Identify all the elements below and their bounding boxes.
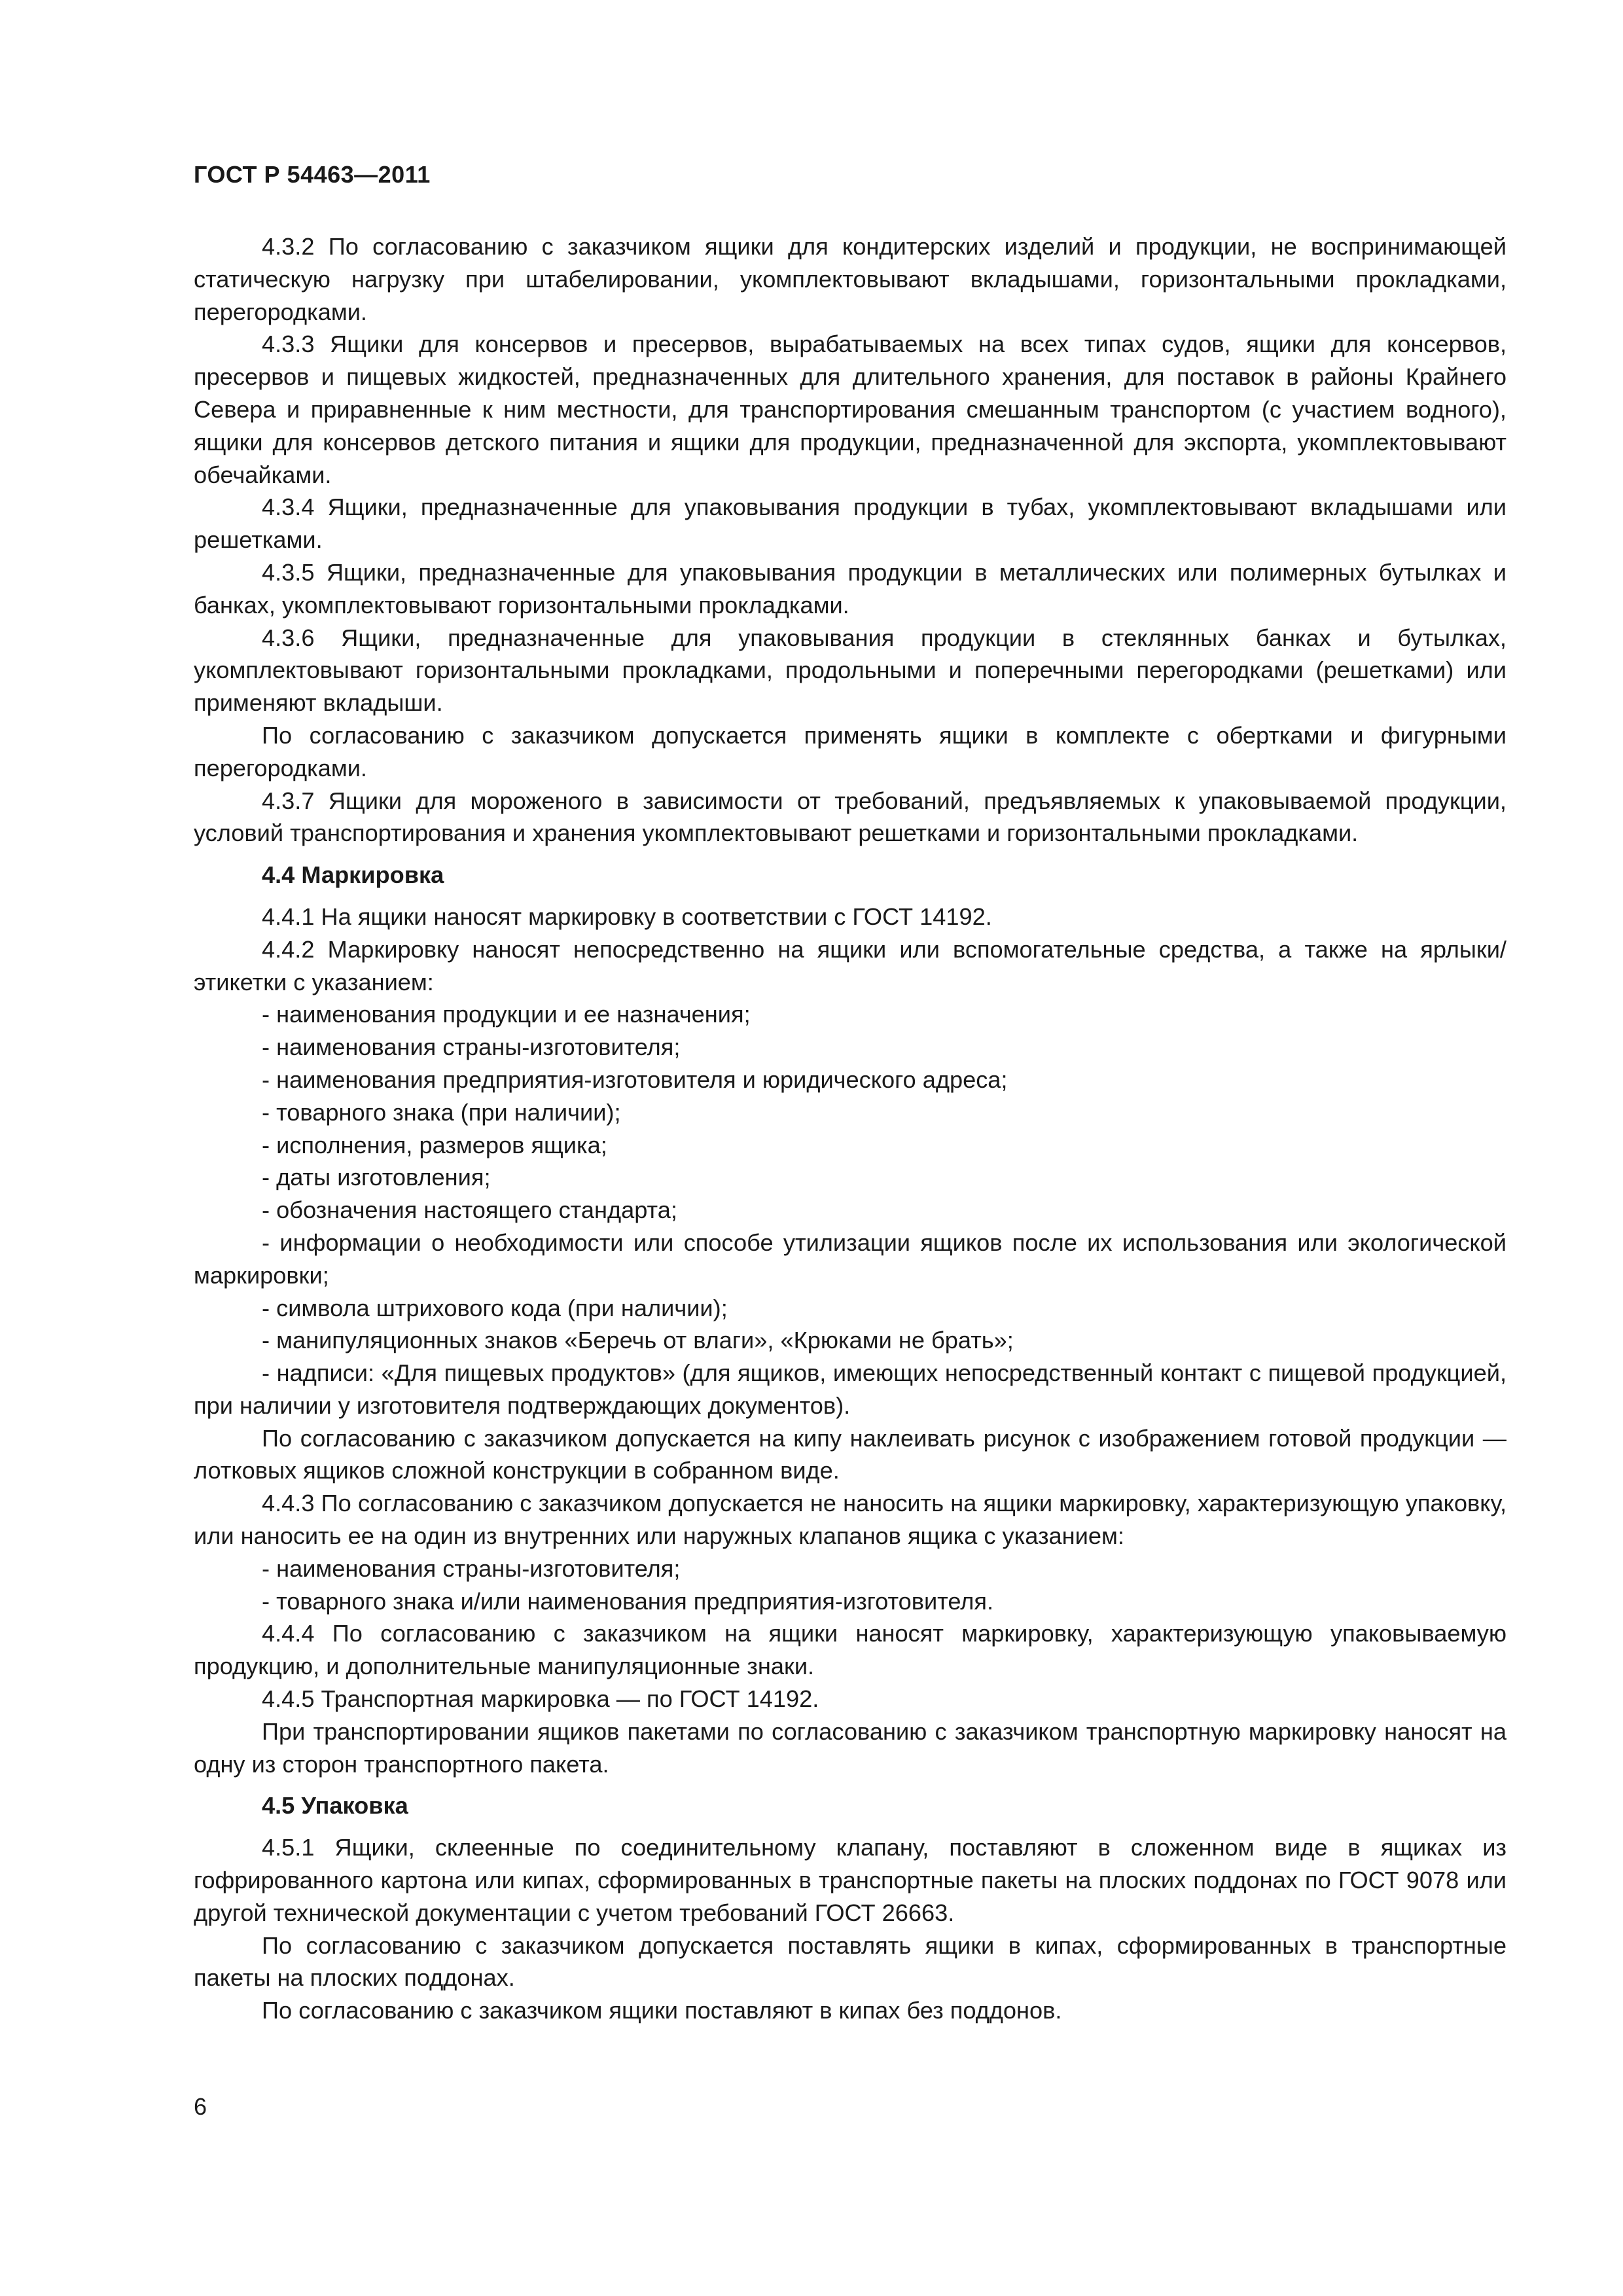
list-item: - символа штрихового кода (при наличии); — [262, 1294, 728, 1321]
document-body — [194, 230, 1507, 2027]
list-item: - информации о необходимости или способе утилизации ящиков после их использования или экологической маркировки; — [194, 1229, 1507, 1289]
paragraph-4-5-1: 4.5.1 Ящики, склеенные по соединительному клапану, поставляют в сложенном виде в ящиках из гофрированного картона или кипах, сформированных в транспортные пакеты на плоских поддонах по ГОСТ 9078 или другой технической документации с учетом требований ГОСТ 26663. — [194, 1834, 1507, 1926]
list-item: - манипуляционных знаков «Беречь от влаги», «Крюками не брать»; — [262, 1327, 1014, 1354]
section-heading-4-5: 4.5 Упаковка — [262, 1792, 408, 1820]
list-item: - наименования страны-изготовителя; — [262, 1033, 681, 1061]
paragraph-4-3-6-note: По согласованию с заказчиком допускается применять ящики в комплекте с обертками и фигурными перегородками. — [194, 721, 1507, 781]
list-item: - товарного знака и/или наименования предприятия-изготовителя. — [262, 1587, 994, 1615]
paragraph-4-3-3: 4.3.3 Ящики для консервов и пресервов, вырабатываемых на всех типах судов, ящики для консервов, пресервов и пищевых жидкостей, предназначенных для длительного хранения, для поставок в районы Крайнего Севера и приравненные к ним местности, для транспортирования смешанным транспортом (с участием водного), ящики для консервов детского питания и ящики для продукции, предназначенной для экспорта, укомплектовывают обечайками. — [194, 331, 1507, 488]
page-number: 6 — [194, 2093, 207, 2120]
list-item: - наименования предприятия-изготовителя и юридического адреса; — [262, 1066, 1008, 1093]
paragraph-4-4-5: 4.4.5 Транспортная маркировка — по ГОСТ 14192. — [262, 1685, 819, 1713]
paragraph-4-3-7: 4.3.7 Ящики для мороженого в зависимости от требований, предъявляемых к упаковываемой продукции, условий транспортирования и хранения укомплектовывают решетками и горизонтальными прокладками. — [194, 787, 1507, 847]
paragraph-4-3-2: 4.3.2 По согласованию с заказчиком ящики для кондитерских изделий и продукции, не воспринимающей статическую нагрузку при штабелировании, укомплектовывают вкладышами, горизонтальными прокладками, перегородками. — [194, 233, 1507, 325]
list-item: - товарного знака (при наличии); — [262, 1098, 621, 1126]
list-item: - обозначения настоящего стандарта; — [262, 1196, 677, 1224]
list-item: - исполнения, размеров ящика; — [262, 1131, 607, 1158]
paragraph-4-5-1-note-b: По согласованию с заказчиком ящики поставляют в кипах без поддонов. — [262, 1997, 1062, 2024]
paragraph-4-4-2-note: По согласованию с заказчиком допускается на кипу наклеивать рисунок с изображением готовой продукции — лотковых ящиков сложной конструкции в собранном виде. — [194, 1424, 1507, 1484]
paragraph-4-3-5: 4.3.5 Ящики, предназначенные для упаковывания продукции в металлических или полимерных бутылках и банках, укомплектовывают горизонтальными прокладками. — [194, 558, 1507, 619]
document-header: ГОСТ Р 54463—2011 — [194, 161, 431, 188]
paragraph-4-4-3: 4.4.3 По согласованию с заказчиком допускается не наносить на ящики маркировку, характеризующую упаковку, или наносить ее на один из внутренних или наружных клапанов ящика с указанием: — [194, 1490, 1507, 1550]
list-item: - надписи: «Для пищевых продуктов» (для ящиков, имеющих непосредственный контакт с пищевой продукцией, при наличии у изготовителя подтверждающих документов). — [194, 1359, 1507, 1419]
paragraph-4-4-5-note: При транспортировании ящиков пакетами по согласованию с заказчиком транспортную маркировку наносят на одну из сторон транспортного пакета. — [194, 1717, 1507, 1778]
paragraph-4-4-1: 4.4.1 На ящики наносят маркировку в соответствии с ГОСТ 14192. — [262, 903, 992, 930]
paragraph-4-3-4: 4.3.4 Ящики, предназначенные для упаковывания продукции в тубах, укомплектовывают вкладышами или решетками. — [194, 493, 1507, 554]
section-heading-4-4: 4.4 Маркировка — [262, 861, 444, 889]
paragraph-4-5-1-note-a: По согласованию с заказчиком допускается поставлять ящики в кипах, сформированных в транспортные пакеты на плоских поддонах. — [194, 1931, 1507, 1992]
paragraph-4-3-6: 4.3.6 Ящики, предназначенные для упаковывания продукции в стеклянных банках и бутылках, укомплектовывают горизонтальными прокладками, продольными и поперечными перегородками (решетками) или применяют вкладыши. — [194, 624, 1507, 717]
paragraph-4-4-4: 4.4.4 По согласованию с заказчиком на ящики наносят маркировку, характеризующую упаковываемую продукцию, и дополнительные манипуляционные знаки. — [194, 1620, 1507, 1680]
list-item: - наименования продукции и ее назначения; — [262, 1001, 751, 1028]
list-item: - даты изготовления; — [262, 1164, 491, 1191]
list-item: - наименования страны-изготовителя; — [262, 1554, 681, 1582]
paragraph-4-4-2: 4.4.2 Маркировку наносят непосредственно на ящики или вспомогательные средства, а также на ярлыки/этикетки с указанием: — [194, 935, 1507, 996]
